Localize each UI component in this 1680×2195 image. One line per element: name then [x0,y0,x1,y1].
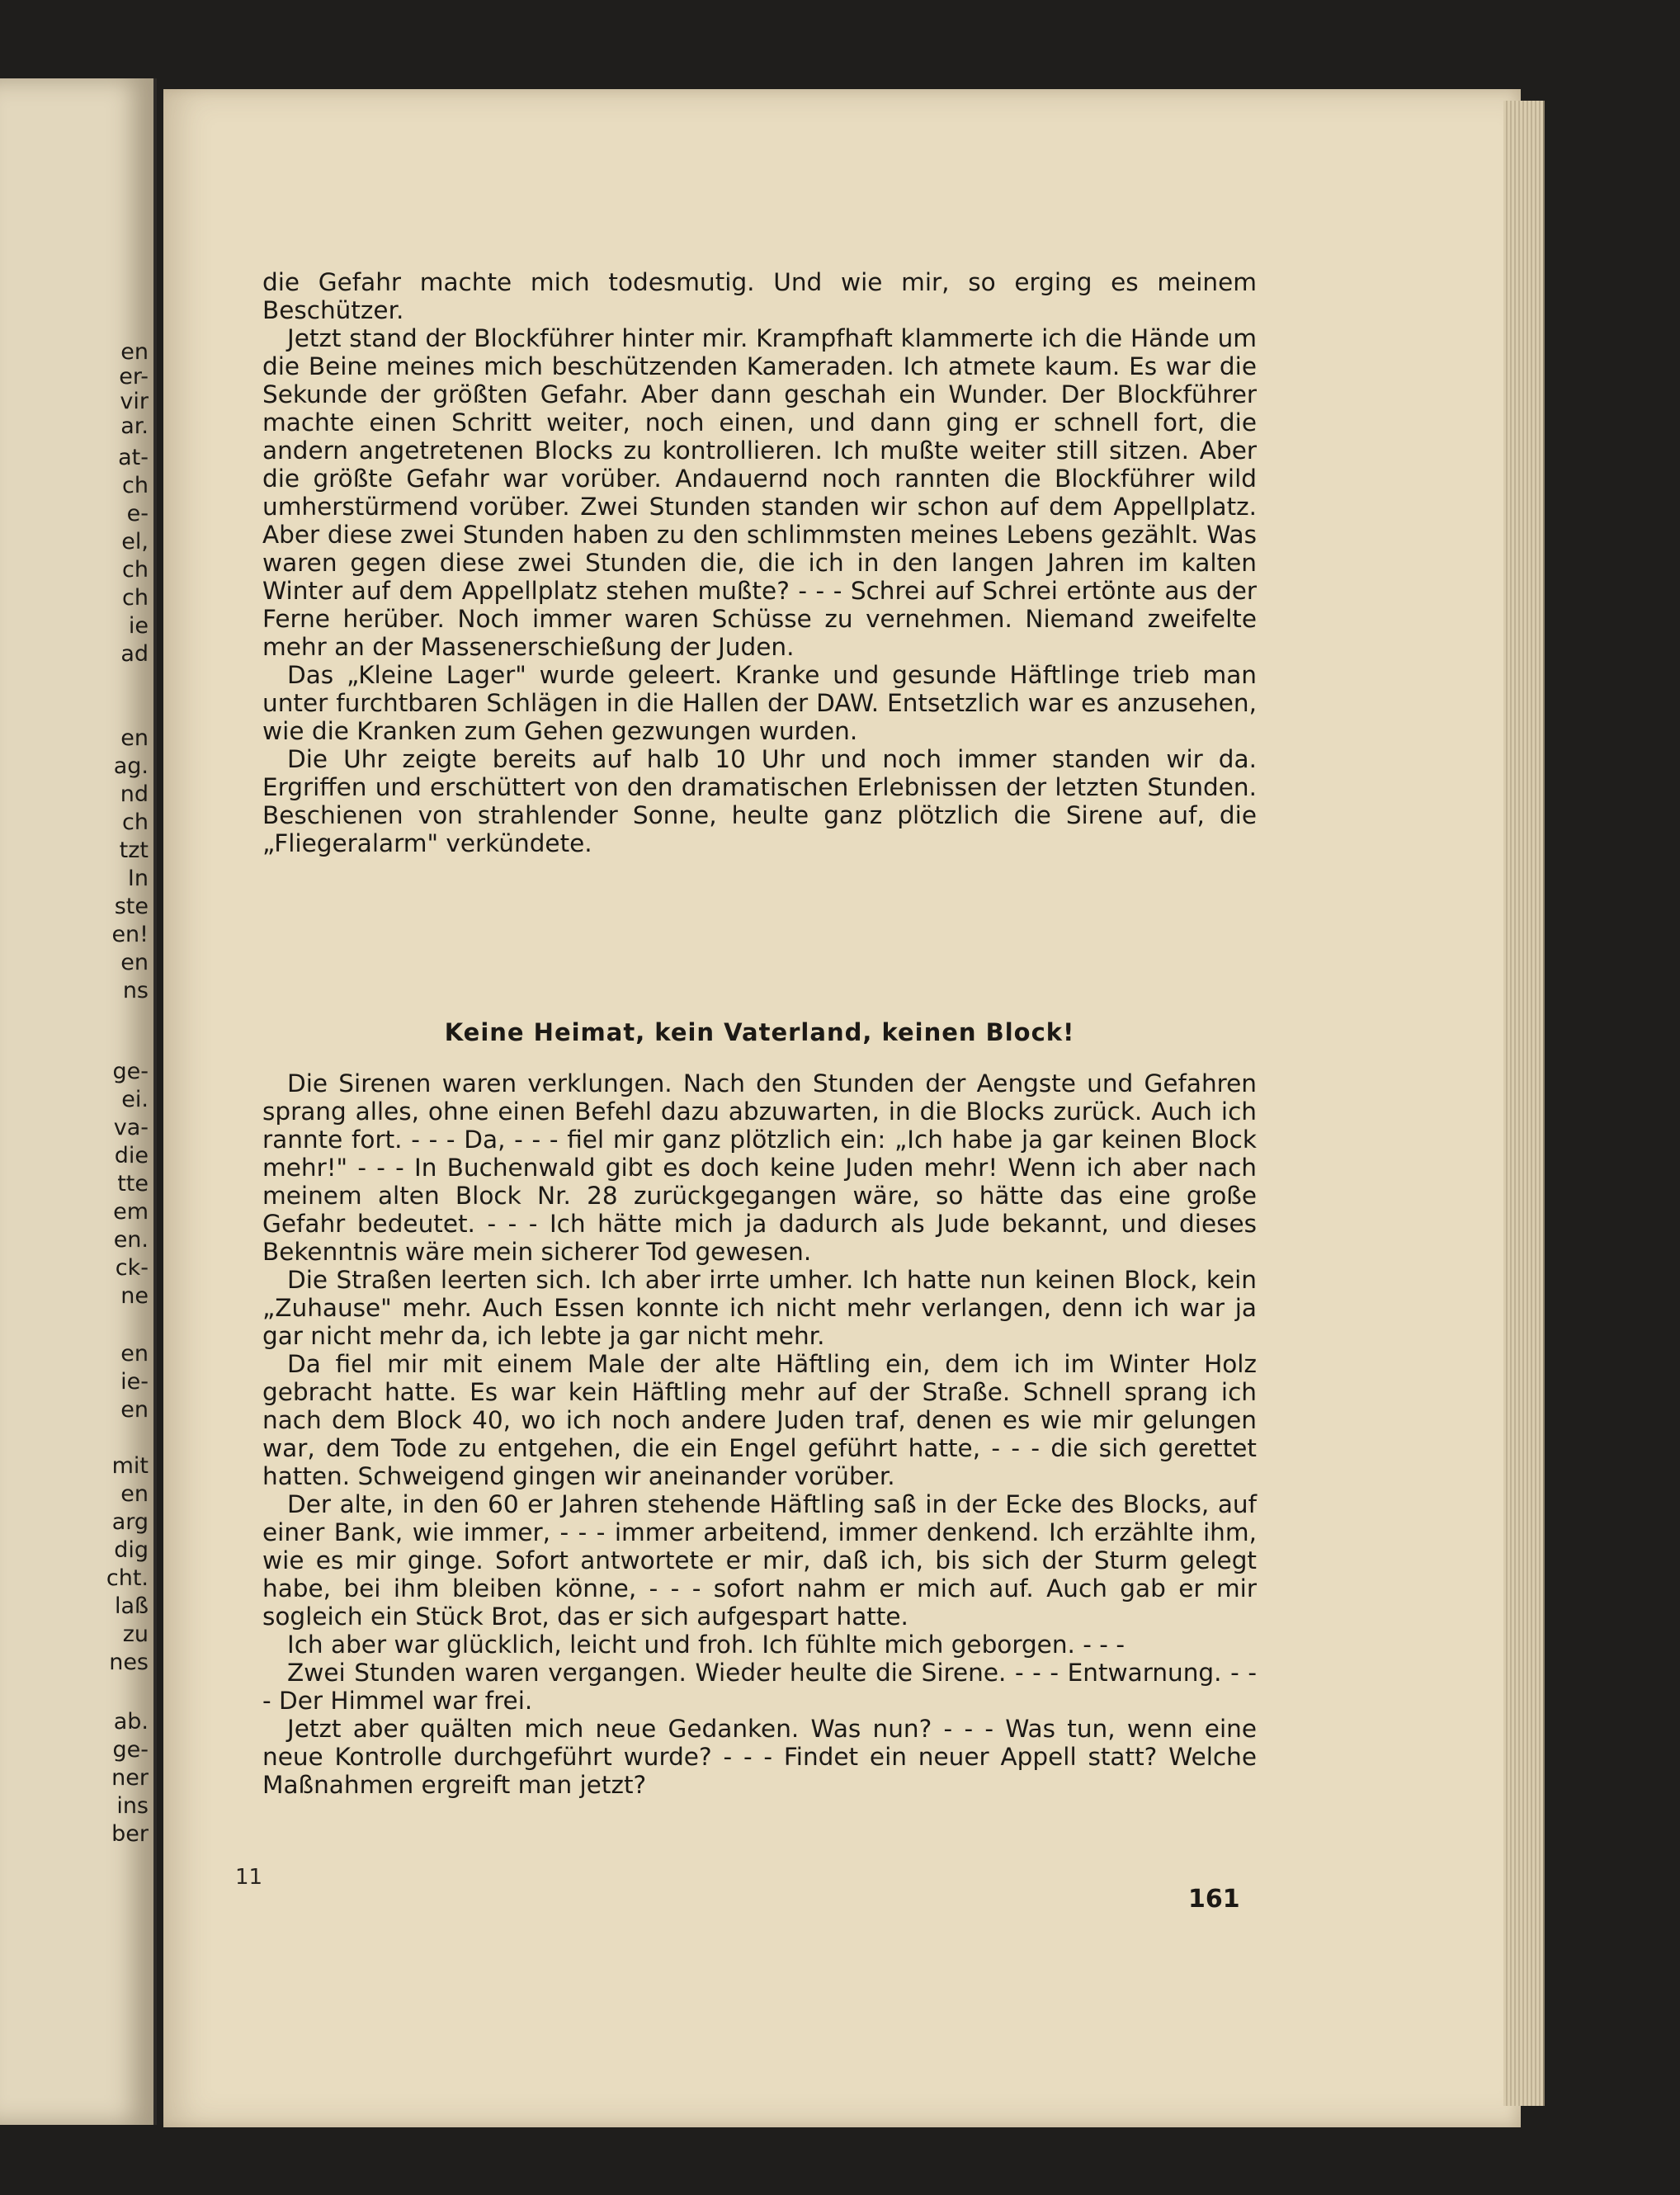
left-fragment: ei. [121,1087,149,1112]
left-fragment: en [120,1481,149,1507]
left-fragment: ste [114,894,149,919]
paragraph: Jetzt stand der Blockführer hinter mir. Krampfhaft klammerte ich die Hände um die Beine meines mich beschützenden Kameraden. Ich atmete kaum. Es war die Sekunde der größten Gefahr. Aber dann geschah ein Wunder. Der Blockführer machte einen Schritt weiter, noch einen, und dann ging er schnell fort, die andern angetretenen Blocks zu kontrollieren. Ich mußte weiter still sitzen. Aber die größte Gefahr war vorüber. Andauernd noch rannten die Blockführer wild umherstürmend vorüber. Zwei Stunden standen wir schon auf dem Appellplatz. Aber diese zwei Stunden haben zu den schlimmsten meines Lebens gezählt. Was waren gegen diese zwei Stunden die, die ich in den langen Jahren im kalten Winter auf dem Appellplatz stehen mußte? - - - Schrei auf Schrei ertönte aus der Ferne herüber. Noch immer waren Schüsse zu vernehmen. Niemand zweifelte mehr an der Massenerschießung der Juden. [262,324,1257,661]
paragraph: die Gefahr machte mich todesmutig. Und wie mir, so erging es meinem Beschützer. [262,268,1257,324]
left-fragment: em [113,1199,149,1225]
left-fragment: ck- [115,1255,149,1281]
paragraph: Ich aber war glücklich, leicht und froh. Ich fühlte mich geborgen. - - - [287,1631,1125,1659]
page-number: 161 [1188,1885,1240,1914]
left-fragment: ad [120,641,149,667]
left-fragment: at- [118,445,149,470]
left-fragment: ins [116,1793,149,1819]
left-fragment: arg [111,1509,149,1535]
bottom-text-block [262,1069,1257,1799]
left-fragment: ar. [120,413,149,439]
left-fragment: ns [122,978,149,1003]
left-fragment: en! [111,922,149,947]
left-fragment: vir [120,389,149,414]
left-fragment: ge- [112,1737,149,1763]
paragraph: Da fiel mir mit einem Male der alte Häftling ein, dem ich im Winter Holz gebracht hatte. Es war kein Häftling mehr auf der Straße. Schnell sprang ich nach dem Block 40, wo ich noch andere Juden traf, denen es wie mir gelungen war, dem Tode zu entgehen, die ein Engel geführt hatte, - - - die sich gerettet hatten. Schweigend gingen wir aneinander vorüber. [262,1350,1257,1490]
left-fragment: In [127,866,149,891]
page-edge-stack [1503,101,1545,2106]
left-fragment: ch [122,473,149,498]
paragraph: Die Straßen leerten sich. Ich aber irrte umher. Ich hatte nun keinen Block, kein „Zuhause" mehr. Auch Essen konnte ich nicht mehr verlangen, denn ich war ja gar nicht mehr da, ich lebte ja gar nicht mehr. [262,1266,1257,1350]
left-fragment: nd [120,781,149,807]
left-fragment: ab. [113,1709,149,1735]
left-fragment: e- [126,501,149,526]
left-fragment: tte [117,1171,149,1197]
left-fragment: en [120,1397,149,1423]
left-fragment: en [120,339,149,365]
left-fragment: ne [120,1283,149,1309]
left-fragment: nes [109,1650,149,1675]
left-fragment: en. [113,1227,149,1253]
left-fragment: en [120,950,149,975]
left-fragment: tzt [119,838,149,863]
top-text-block [262,268,1257,857]
section-heading: Keine Heimat, kein Vaterland, keinen Block! [444,1018,1075,1046]
paragraph: Jetzt aber quälten mich neue Gedanken. Was nun? - - - Was tun, wenn eine neue Kontrolle durchgeführt wurde? - - - Findet ein neuer Appell statt? Welche Maßnahmen ergreift man jetzt? [262,1715,1257,1799]
left-fragment: ner [111,1765,149,1791]
left-fragment: ch [122,585,149,611]
left-fragment: ch [122,810,149,835]
left-fragment: ie [128,613,149,639]
left-fragment: ch [122,557,149,583]
left-fragment: die [114,1143,149,1168]
left-fragment: zu [122,1621,149,1647]
left-fragment: ber [111,1821,149,1847]
left-fragment: dig [114,1537,149,1563]
left-fragment: er- [119,364,149,389]
left-fragment: va- [113,1115,149,1140]
paragraph: Die Sirenen waren verklungen. Nach den Stunden der Aengste und Gefahren sprang alles, ohne einen Befehl dazu abzuwarten, in die Blocks zurück. Auch ich rannte fort. - - - Da, - - - fiel mir ganz plötzlich ein: „Ich habe ja gar keinen Block mehr!" - - - In Buchenwald gibt es doch keine Juden mehr! Wenn ich aber nach meinem alten Block Nr. 28 zurückgegangen wäre, so hätte das eine große Gefahr bedeutet. - - - Ich hätte mich ja dadurch als Jude bekannt, und dieses Bekenntnis wäre mein sicherer Tod gewesen. [262,1069,1257,1266]
left-fragment: en [120,1341,149,1367]
left-fragment: ag. [113,753,149,779]
paragraph: Zwei Stunden waren vergangen. Wieder heulte die Sirene. - - - Entwarnung. - - - Der Himmel war frei. [262,1659,1257,1715]
left-page [0,78,157,2125]
left-fragment: laß [114,1593,149,1619]
signature-mark: 11 [235,1865,263,1890]
left-fragment: mit [111,1453,149,1479]
left-fragment: el, [121,529,149,555]
left-fragment: ge- [112,1059,149,1084]
left-fragment: en [120,725,149,751]
left-fragment: cht. [106,1565,149,1591]
left-fragment: ie- [120,1369,149,1395]
paragraph: Der alte, in den 60 er Jahren stehende Häftling saß in der Ecke des Blocks, auf einer Bank, wie immer, - - - immer arbeitend, immer denkend. Ich erzählte ihm, wie es mir ginge. Sofort antwortete er mir, daß ich, bis sich der Sturm gelegt habe, bei ihm bleiben könne, - - - sofort nahm er mich auf. Auch gab er mir sogleich ein Stück Brot, das er sich aufgespart hatte. [262,1490,1257,1631]
paragraph: Das „Kleine Lager" wurde geleert. Kranke und gesunde Häftlinge trieb man unter furchtbaren Schlägen in die Hallen der DAW. Entsetzlich war es anzusehen, wie die Kranken zum Gehen gezwungen wurden. [262,661,1257,745]
paragraph: Die Uhr zeigte bereits auf halb 10 Uhr und noch immer standen wir da. Ergriffen und erschüttert von den dramatischen Erlebnissen der letzten Stunden. Beschienen von strahlender Sonne, heulte ganz plötzlich die Sirene auf, die „Fliegeralarm" verkündete. [262,745,1257,857]
